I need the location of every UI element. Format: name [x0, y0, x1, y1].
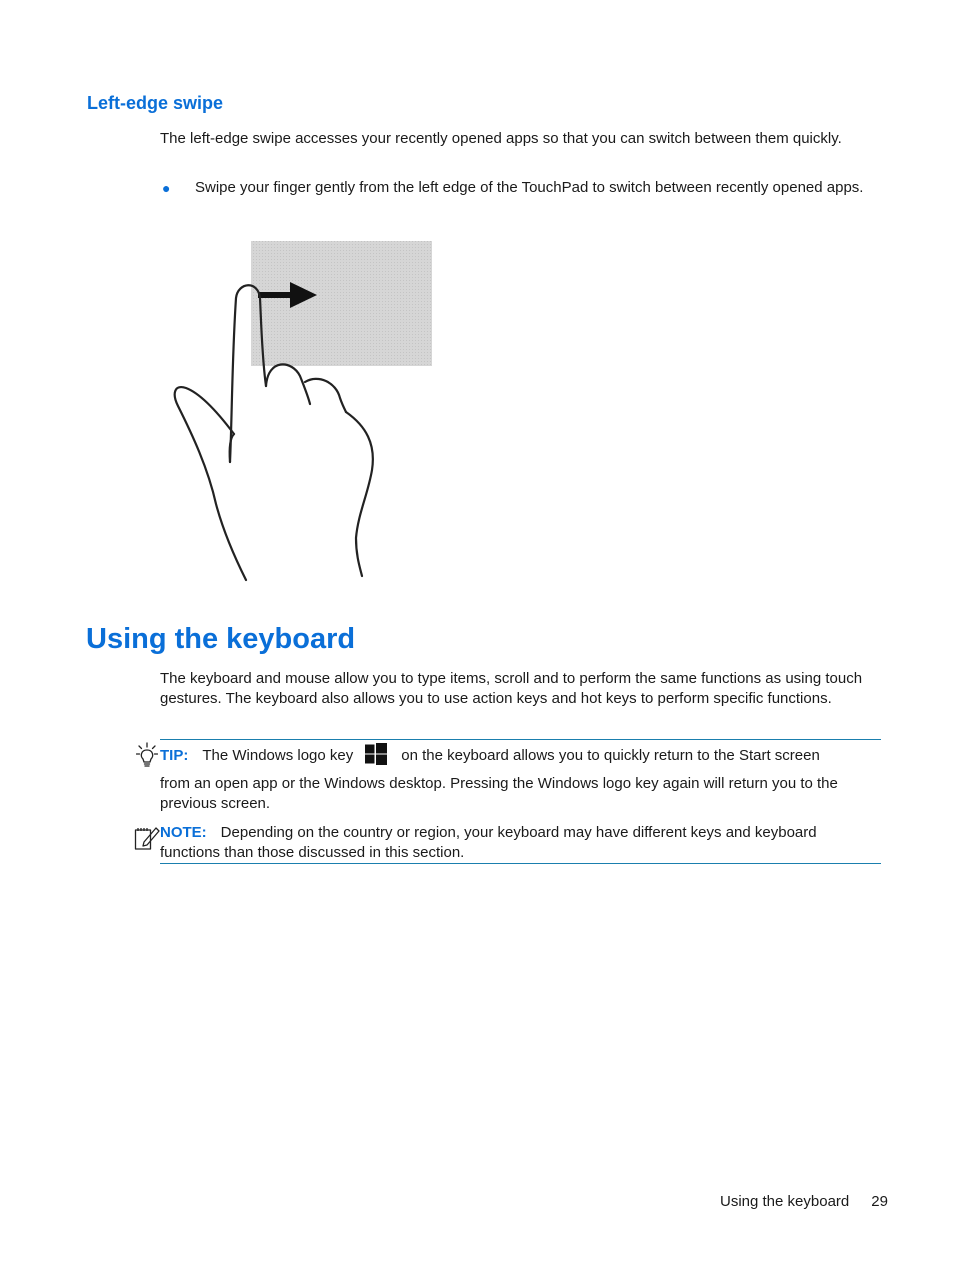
- note-text: Depending on the country or region, your keyboard may have different keys and keyboard functions than those discussed in this section.: [160, 824, 817, 861]
- footer-section-name: Using the keyboard: [720, 1193, 850, 1210]
- tip-text-before-key: The Windows logo key: [202, 747, 354, 764]
- note-label: NOTE:: [160, 824, 207, 841]
- note-bottom-rule: [160, 863, 881, 864]
- bullet-marker: ●: [162, 180, 171, 196]
- tip-top-rule: [160, 739, 881, 740]
- tip-text-after-key: on the keyboard allows you to quickly return to the Start screen: [401, 747, 820, 764]
- hand-swipe-illustration: [172, 238, 442, 583]
- lightbulb-icon: [136, 742, 158, 768]
- page-footer: [720, 1192, 888, 1212]
- note-pad-icon: [134, 824, 160, 850]
- hand-swipe-right-icon: [172, 238, 442, 583]
- tip-continuation: from an open app or the Windows desktop. Pressing the Windows logo key again will return you to the previous screen.: [160, 775, 838, 812]
- note-paragraph: [160, 823, 880, 863]
- touchpad-area: [251, 241, 432, 366]
- tip-first-line: [160, 746, 820, 766]
- chapter-paragraph: The keyboard and mouse allow you to type items, scroll and to perform the same functions as using touch gestures. The keyboard also allows you to use action keys and hot keys to perform specific functions.: [160, 670, 863, 707]
- windows-logo-key-icon: [365, 743, 387, 765]
- section-heading: Left-edge swipe: [87, 93, 224, 113]
- bullet-item: Swipe your finger gently from the left edge of the TouchPad to switch between recently opened apps.: [195, 179, 864, 196]
- page-number: 29: [871, 1193, 888, 1210]
- tip-label: TIP:: [160, 747, 189, 764]
- section-paragraph: The left-edge swipe accesses your recently opened apps so that you can switch between them quickly.: [160, 130, 842, 147]
- chapter-title: Using the keyboard: [86, 623, 356, 655]
